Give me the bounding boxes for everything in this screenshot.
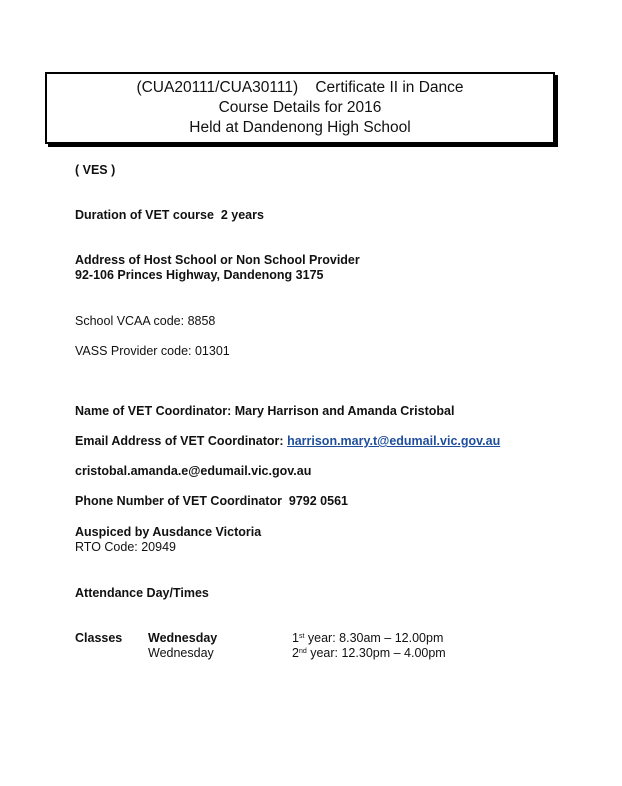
vcaa-code: School VCAA code: 8858 xyxy=(75,314,216,328)
attendance-heading: Attendance Day/Times xyxy=(75,586,209,600)
phone-text: Phone Number of VET Coordinator 9792 0561 xyxy=(75,494,348,508)
email-link[interactable]: harrison.mary.t@edumail.vic.gov.au xyxy=(287,434,501,448)
header-subtitle: Course Details for 2016 xyxy=(218,99,382,116)
address-heading: Address of Host School or Non School Provider xyxy=(75,253,360,267)
header-location: Held at Dandenong High School xyxy=(189,119,411,136)
rto-code: RTO Code: 20949 xyxy=(75,540,176,554)
auspice-heading: Auspiced by Ausdance Victoria xyxy=(75,525,262,539)
email-label: Email Address of VET Coordinator: xyxy=(75,434,288,448)
classes-label: Classes xyxy=(75,631,123,645)
duration-text: Duration of VET course 2 years xyxy=(75,208,264,222)
header-title: (CUA20111/CUA30111) Certificate II in Dance xyxy=(136,79,464,96)
coordinator-name: Name of VET Coordinator: Mary Harrison and Amanda Cristobal xyxy=(75,404,455,418)
vass-code: VASS Provider code: 01301 xyxy=(75,344,230,358)
second-email: cristobal.amanda.e@edumail.vic.gov.au xyxy=(75,464,312,478)
address-value: 92-106 Princes Highway, Dandenong 3175 xyxy=(75,268,324,282)
course-header-box xyxy=(45,72,555,144)
class-time-1: 1st year: 8.30am – 12.00pm xyxy=(292,631,444,645)
class-day-1: Wednesday xyxy=(148,631,218,645)
class-time-2: 2nd year: 12.30pm – 4.00pm xyxy=(292,646,446,660)
class-day-2: Wednesday xyxy=(148,646,214,660)
email-row xyxy=(75,434,500,449)
ves-label: ( VES ) xyxy=(75,163,116,177)
